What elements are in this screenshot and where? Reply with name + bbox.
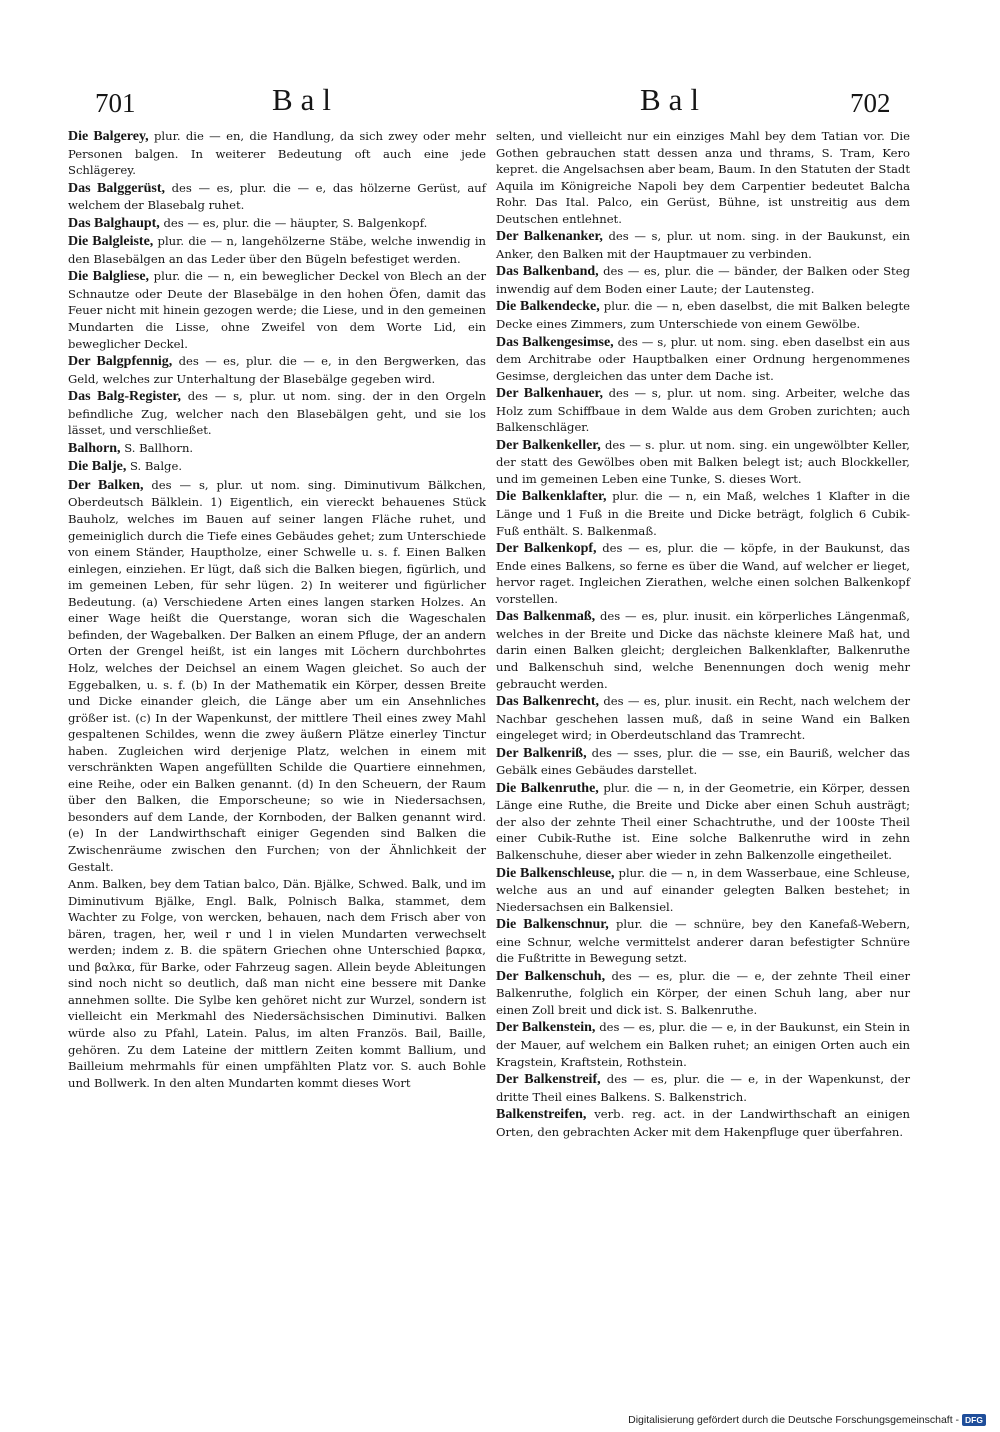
entry-headword: Balkenstreifen,	[496, 1107, 587, 1123]
entry-text: des — es, plur. die — e, in der Wapenkunst, der dritte Theil eines Balkens. S. Balkenstrich.	[496, 1072, 910, 1104]
entry-headword: Die Balje,	[68, 459, 127, 475]
dictionary-entry	[496, 488, 910, 539]
dictionary-entry	[68, 477, 486, 875]
entry-headword: Der Balgpfennig,	[68, 354, 173, 370]
entry-text: des — es, plur. die — häupter, S. Balgenkopf.	[163, 215, 428, 230]
entry-headword: Der Balkenkopf,	[496, 541, 597, 557]
dictionary-entry	[68, 180, 486, 214]
entry-headword: Die Balkenschnur,	[496, 917, 609, 933]
entry-text: des — s, plur. ut nom. sing. Diminutivum Bälkchen, Oberdeutsch Bälklein. 1) Eigentlich, ein viereckt behauenes Stück Bauholz, welches im Bauen auf seiner langen Fläche ruhet, und gemeiniglich durch die Tiefe eines Gebäudes gehet; zum Unterschiede von einem Ständer, Hauptholze, einer Schwelle u. s. f. Einen Balken einlegen, einziehen. Er lügt, daß sich die Balken biegen, figürlich, und im gemeinen Leben, für sehr lügen. 2) In weiterer und figürlicher Bedeutung. (a) Verschiedene Arten eines langen starken Holzes. An einer Wage heißt die Querstange, woran sich die Wageschalen befinden, der Wagebalken. Der Balken an einem Pfluge, der an andern Orten der Grengel heißt, ist ein langes mit Löchern durchbohrtes Holz, welches der Deichsel an einem Wagen gleichet. So auch der Eggebalken, u. s. f. (b) In der Mathematik ein Körper, dessen Breite und Dicke einander gleich, die Länge aber um ein Ansehnliches größer ist. (c) In der Wapenkunst, der mittlere Theil eines zwey Mahl gespaltenen Schildes, wenn die zwey äußern Plätze einerley Tinctur haben. Zugleichen wird derjenige Platz, welchen in einem mit verschränkten Wapen angefüllten Schilde die Quartiere einnehmen, eine Reihe, oder ein Balken genannt. (d) In den Scheuern, der Raum über den Balken, die Emporscheune; so wie in Niedersachsen, besonders auf dem Lande, der Kornboden, der Balken genannt wird. (e) In der Landwirthschaft einiger Gegenden sind Balken die Zwischenräume zwischen den Furchen; von der Ähnlichkeit der Gestalt.	[68, 477, 486, 874]
entry-text: des — es, plur. die — e, in den Bergwerken, das Geld, welches zur Unterhaltung der Blasebälge gegeben wird.	[68, 354, 486, 386]
dictionary-entry	[496, 968, 910, 1019]
entry-text: des — es, plur. die — e, in der Baukunst, ein Stein in der Mauer, auf welchem ein Balken ruhet; an einigen Orten auch ein Kragstein, Kraftstein, Rothstein.	[496, 1020, 910, 1069]
entry-text: plur. die — en, die Handlung, da sich zwey oder mehr Personen balgen. In weiterer Bedeutung oft auch eine jede Schlägerey.	[68, 129, 487, 178]
dictionary-entry	[496, 1071, 910, 1105]
entry-text: plur. die — n, langehölzerne Stäbe, welche inwendig in den Blasebälgen an das Leder über den Bügeln befestiget werden.	[68, 234, 486, 266]
entry-text: selten, und vielleicht nur ein einziges Mahl bey dem Tatian vor. Die Gothen gebrauchen statt dessen anza und thrams, S. Tram, Kero kepret. die Angelsachsen aber beam, Baum. In den Statuten der Stadt Aquila im Königreiche Napoli bey dem Carpentier bedeutet Balcha Rohr. Das Ital. Palco, ein Gerüst, Bühne, ist unstreitig aus dem Deutschen entlehnet.	[496, 129, 910, 226]
entry-headword: Der Balkenhauer,	[496, 386, 603, 402]
entry-headword: Balhorn,	[68, 440, 121, 456]
dictionary-entry	[496, 608, 910, 692]
entry-headword: Das Balkengesimse,	[496, 334, 614, 350]
page-number-left: 701	[95, 88, 136, 118]
entry-headword: Die Balkenschleuse,	[496, 865, 615, 881]
entry-text: des — es, plur. die — e, das hölzerne Gerüst, auf welchem der Blasebalg ruhet.	[68, 180, 486, 213]
entry-headword: Die Balgerey,	[68, 129, 149, 144]
entry-text: des — s, plur. ut nom. sing. eben daselbst ein aus dem Architrabe oder Hauptbalken einer Ordnung hergenommenes Gesimse, dergleichen das unter dem Dache ist.	[496, 334, 910, 383]
entry-text: des — es, plur. inusit. ein Recht, nach welchem der Nachbar geschehen lassen muß, daß in seine Wand ein Balken eingeleget wird; in Oberdeutschland das Tramrecht.	[496, 694, 910, 743]
entry-headword: Das Balghaupt,	[68, 215, 160, 231]
dictionary-entry	[68, 388, 486, 439]
dictionary-entry	[68, 458, 486, 476]
dictionary-entry	[496, 745, 910, 779]
entry-headword: Die Balkenruthe,	[496, 780, 599, 796]
entry-text: plur. die — n, eben daselbst, die mit Balken belegte Decke eines Zimmers, zum Unterschiede von einem Gewölbe.	[496, 299, 910, 332]
dictionary-entry	[68, 233, 486, 267]
entry-text: plur. die — n, ein beweglicher Deckel von Blech an der Schnautze oder Deute der Blasebälge in den hohen Öfen, damit das Feuer nicht mit hinein gezogen werde; die Liese, und in den gemeinen Mundarten die Lisse, ohne Zweifel von dem Worte Lid, ein beweglicher Deckel.	[68, 269, 486, 351]
entry-headword: Der Balkenkeller,	[496, 437, 601, 453]
entry-text: verb. reg. act. in der Landwirthschaft an einigen Orten, den gebrachten Acker mit dem Hakenpfluge quer überfahren.	[496, 1107, 910, 1139]
entry-text: des — s, plur. ut nom. sing. Arbeiter, welche das Holz zum Schiffbaue in dem Walde aus dem Groben zurichten; auch Balkenschläger.	[496, 386, 910, 435]
left-column	[68, 128, 486, 1092]
entry-headword: Das Balkenband,	[496, 264, 599, 280]
entry-text: des — s. plur. ut nom. sing. ein ungewölbter Keller, der statt des Gewölbes oben mit Balken belegt ist; auch Blockkeller, und im gemeinen Leben eine Tunke, S. dieses Wort.	[496, 437, 910, 486]
dictionary-entry	[68, 128, 486, 179]
entry-headword: Das Balg-Register,	[68, 389, 181, 405]
dictionary-entry	[496, 128, 910, 227]
page-number-right: 702	[850, 88, 891, 118]
entry-headword: Die Balkendecke,	[496, 299, 600, 315]
entry-headword: Der Balkenschuh,	[496, 968, 606, 984]
entry-text: des — sses, plur. die — sse, ein Bauriß, welcher das Gebälk eines Gebäudes darstellet.	[496, 745, 910, 778]
entry-headword: Der Balkenstein,	[496, 1020, 596, 1036]
entry-text: des — s, plur. ut nom. sing. in der Baukunst, ein Anker, den Balken mit der Hauptmauer zu verbinden.	[496, 229, 911, 261]
funding-footer	[628, 1414, 986, 1426]
entry-headword: Der Balkenriß,	[496, 745, 587, 761]
entry-text: des — es, plur. inusit. ein körperliches Längenmaß, welches in der Breite und Dicke das nächste kleinere Maß hat, und darin einen Balken gleicht; dergleichen Balkenklafter, Balkenruthe und Balkenschuh sind, welche Benennungen doch wenig mehr gebraucht werden.	[496, 609, 910, 691]
entry-headword: Der Balkenstreif,	[496, 1072, 601, 1088]
dictionary-entry	[68, 215, 486, 233]
dictionary-entry	[496, 298, 910, 332]
dictionary-entry	[68, 268, 486, 352]
funding-text: Digitalisierung gefördert durch die Deutsche Forschungsgemeinschaft -	[628, 1414, 960, 1426]
entry-text: S. Ballhorn.	[124, 440, 194, 455]
entry-text: Anm. Balken, bey dem Tatian balco, Dän. Bjälke, Schwed. Balk, und im Diminutivum Bjälke, Engl. Balk, Polnisch Balka, stammet, dem Wachter zu Folge, von wercken, behauen, nach dem Frisch aber von bären, tragen, her, weil r und l in vielen Mundarten verwechselt werden; indem z. B. die spätern Griechen ohne Unterschied βαρκα, und βαλκα, für Barke, oder Fahrzeug sagen. Allein beyde Ableitungen sind noch nicht so deutlich, daß man nicht eine bessere mit Danke annehmen sollte. Die Sylbe ken gehöret nicht zur Wurzel, sondern ist vielleicht ein Merkmahl des Niedersächsischen Diminutivi. Balken würde also zu Pfahl, Latein. Palus, im alten Französ. Bail, Baille, gehören. Zu dem Lateine der mittlern Zeiten kommt Ballium, und Bailleium mehrmahls für einen umpfählten Platz vor. S. auch Bohle und Bollwerk. In den alten Mundarten kommt dieses Wort	[68, 877, 486, 1090]
entry-text: des — es, plur. die — bänder, der Balken oder Steg inwendig auf dem Boden einer Laute; der Lautensteg.	[496, 264, 910, 296]
dictionary-entry	[68, 353, 486, 387]
entry-headword: Das Balkenmaß,	[496, 609, 596, 625]
dictionary-entry	[496, 693, 910, 744]
dictionary-entry	[496, 263, 910, 297]
entry-headword: Die Balkenklafter,	[496, 489, 607, 505]
dictionary-entry	[496, 540, 910, 607]
dictionary-entry	[68, 440, 486, 458]
entry-headword: Das Balkenrecht,	[496, 694, 600, 710]
entry-text: S. Balge.	[130, 459, 183, 474]
dfg-logo: DFG	[962, 1414, 986, 1426]
dictionary-entry	[496, 334, 910, 385]
dictionary-entry	[496, 385, 910, 436]
entry-text: plur. die — n, in der Geometrie, ein Körper, dessen Länge eine Ruthe, die Breite und Dicke aber einen Schuh austrägt; der also der zehnte Theil einer Schachtruthe, und der 100ste Theil einer Cubik-Ruthe ist. Eine solche Balkenruthe wird in zehn Balkenschuhe, dieser aber wieder in zehn Balkenzolle eingetheilet.	[496, 780, 911, 862]
dictionary-entry	[68, 876, 486, 1091]
dictionary-entry	[496, 916, 910, 967]
entry-headword: Der Balkenanker,	[496, 229, 603, 245]
entry-headword: Die Balgliese,	[68, 269, 150, 285]
entry-text: des — s, plur. ut nom. sing. der in den Orgeln befindliche Zug, welcher nach den Blasebälgen geht, und sie los lässet, und verschließet.	[68, 389, 487, 438]
running-header-left: Bal	[272, 82, 340, 117]
right-column	[496, 128, 910, 1141]
entry-headword: Das Balggerüst,	[68, 180, 166, 196]
dictionary-entry	[496, 865, 910, 916]
dictionary-entry	[496, 228, 910, 262]
entry-text: plur. die — schnüre, bey den Kanefaß-Webern, eine Schnur, welche vermittelst anderer daran befestigter Schnüre die Fußtritte in Bewegung setzt.	[496, 917, 911, 966]
entry-text: plur. die — n, ein Maß, welches 1 Klafter in die Länge und 1 Fuß in die Breite und Dicke beträgt, folglich 6 Cubik-Fuß enthält. S. Balkenmaß.	[496, 489, 910, 538]
entry-headword: Der Balken,	[68, 477, 144, 493]
entry-text: des — es, plur. die — e, der zehnte Theil einer Balkenruthe, folglich ein Körper, der einen Schuh lang, aber nur einen Zoll breit und dick ist. S. Balkenruthe.	[496, 968, 910, 1017]
entry-text: des — es, plur. die — köpfe, in der Baukunst, das Ende eines Balkens, so ferne es über die Wand, auf welcher er lieget, hervor raget. Ingleichen Zierathen, welche einen solchen Balkenkopf vorstellen.	[496, 541, 910, 606]
entry-text: plur. die — n, in dem Wasserbaue, eine Schleuse, welche aus an und auf einander gelegten Balken bestehet; in Niedersachsen ein Balkensiel.	[496, 865, 911, 914]
entry-headword: Die Balgleiste,	[68, 234, 154, 250]
dictionary-entry	[496, 1019, 910, 1070]
dictionary-entry	[496, 437, 910, 488]
dictionary-entry	[496, 1106, 910, 1140]
dictionary-entry	[496, 780, 910, 864]
running-header-right: Bal	[640, 82, 708, 117]
